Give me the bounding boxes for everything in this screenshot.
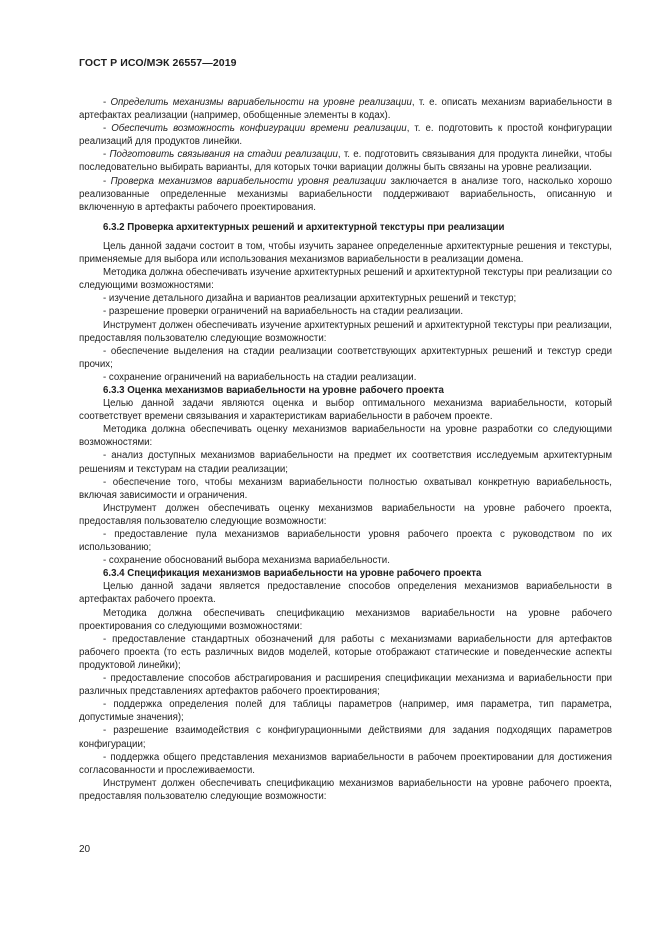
bullet-term: Обеспечить возможность конфигурации времени реализации [111,123,407,135]
paragraph: Методика должна обеспечивать оценку механизмов вариабельности на уровне разработки со следующими возможностями: [79,424,612,449]
paragraph: Инструмент должен обеспечивать оценку механизмов вариабельности на уровне рабочего проекта, предоставляя пользователю следующие возможности: [79,502,612,527]
bullet-item [79,96,612,122]
section-heading: 6.3.3 Оценка механизмов вариабельности на уровне рабочего проекта [103,384,444,396]
bullet-text: , т. е. описать механизм вариабельности в артефактах реализации (например, обобщенные элементы в кодах). [79,97,613,122]
list-item: - обеспечение выделения на стадии реализации соответствующих архитектурных решений и текстур среди прочих; [79,345,612,370]
bullet-text: заключается в анализе того, насколько хорошо реализованные определенные механизмы вариабельности поддерживают вариабельность, описанную и включенную в артефакты рабочего проектирования. [79,175,612,213]
list-item: - предоставление пула механизмов вариабельности уровня рабочего проекта с руководством по их использованию; [79,529,612,554]
standard-header: ГОСТ Р ИСО/МЭК 26557—2019 [79,57,237,69]
bullet-text: , т. е. подготовить к простой конфигурации реализаций для продуктов линейки. [79,123,612,148]
bullet-term: Подготовить связывания на стадии реализации [109,149,338,161]
section-heading: 6.3.4 Спецификация механизмов вариабельности на уровне рабочего проекта [103,568,482,580]
bullet-item [79,175,612,214]
bullet-dash: - [103,175,111,187]
list-item: - предоставление стандартных обозначений для работы с механизмами вариабельности для артефактов рабочего проекта (то есть различных видов моделей, которые отображают статические и поведенческие аспекты продуктовой линейки); [79,633,612,671]
bullet-dash: - [103,123,112,135]
paragraph: Методика должна обеспечивать спецификацию механизмов вариабельности на уровне рабочего проектирования со следующими возможностями: [79,607,612,632]
list-item: - поддержка определения полей для таблицы параметров (например, имя параметра, тип параметра, допустимые значения); [79,699,612,724]
paragraph: Методика должна обеспечивать изучение архитектурных решений и архитектурной текстуры при реализации со следующими возможностями: [79,267,612,292]
list-item: - сохранение обоснований выбора механизма вариабельности. [103,555,390,567]
list-item: - предоставление способов абстрагирования и расширения спецификации механизма и вариабельности при различных представлениях артефактов рабочего проектирования; [79,673,612,698]
page-number: 20 [79,844,91,855]
list-item: - анализ доступных механизмов вариабельности на предмет их соответствия исследуемым архитектурным решениям и текстурам на стадии реализации; [79,450,612,475]
list-item: - обеспечение того, чтобы механизм вариабельности полностью охватывал конкретную вариабельность, включая зависимости и ограничения. [79,476,612,501]
bullet-term: Определить механизмы вариабельности на уровне реализации [110,97,412,108]
paragraph: Цель данной задачи состоит в том, чтобы изучить заранее определенные архитектурные решения и текстуры, применяемые для выбора или использования механизмов вариабельности в реализации домена. [79,240,612,266]
list-item: - разрешение проверки ограничений на вариабельность на стадии реализации. [103,306,464,318]
bullet-item [79,122,612,148]
bullet-text: , т. е. подготовить связывания для продукта линейки, чтобы последовательно выбирать варианты, для которых точки вариации должны быть связаны на уровне реализации. [79,149,612,174]
bullet-item [79,148,612,174]
list-item: - изучение детального дизайна и вариантов реализации архитектурных решений и текстур; [103,293,517,305]
paragraph: Инструмент должен обеспечивать изучение архитектурных решений и архитектурной текстуры при реализации, предоставляя пользователю следующие возможности: [79,319,612,344]
bullet-dash: - [103,97,111,108]
list-item: - поддержка общего представления механизмов вариабельности в рабочем проектировании для достижения согласованности и прослеживаемости. [79,751,612,776]
bullet-dash: - [103,149,110,161]
section-heading: 6.3.2 Проверка архитектурных решений и архитектурной текстуры при реализации [103,221,505,233]
paragraph: Инструмент должен обеспечивать спецификацию механизмов вариабельности на уровне рабочего проекта, предоставляя пользователю следующие возможности: [79,777,612,802]
list-item: - сохранение ограничений на вариабельность на стадии реализации. [103,371,417,383]
paragraph: Целью данной задачи является предоставление способов определения механизмов вариабельности в артефактах рабочего проекта. [79,581,612,606]
page-body [79,96,612,803]
list-item: - разрешение взаимодействия с конфигурационными действиями для задания подходящих параметров конфигурации; [79,725,612,750]
paragraph: Целью данной задачи являются оценка и выбор оптимального механизма вариабельности, который соответствует времени связывания и характеристикам вариабельности в рабочем проекте. [79,398,612,423]
bullet-term: Проверка механизмов вариабельности уровня реализации [110,175,387,187]
